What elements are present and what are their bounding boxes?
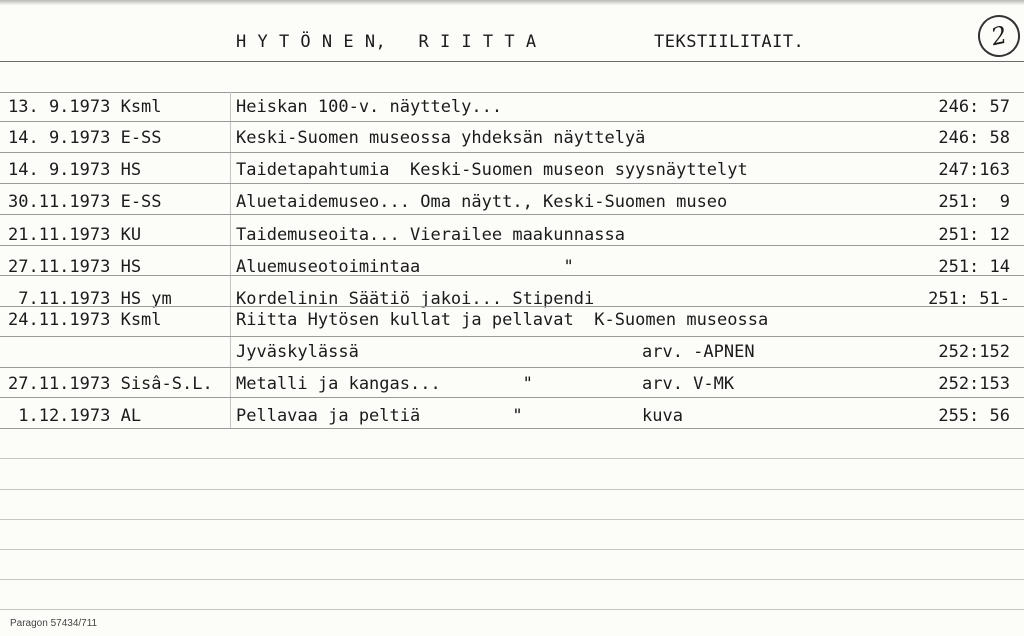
ruled-line-empty <box>0 549 1024 550</box>
ruled-line <box>0 152 1024 153</box>
entry-reference: 251: 51- <box>928 289 1010 309</box>
entry-date-source: 27.11.1973 Sisâ-S.L. <box>8 374 213 394</box>
entry-title: Metalli ja kangas... " <box>236 374 533 394</box>
entry-title: Taidemuseoita... Vierailee maakunnassa <box>236 225 625 245</box>
entry-reference: 251: 9 <box>938 192 1010 212</box>
entry-reference: 255: 56 <box>938 406 1010 426</box>
entry-reference: 252:153 <box>938 374 1010 394</box>
person-name: H Y T Ö N E N, R I I T T A <box>236 32 537 52</box>
entry-note: kuva <box>642 406 683 426</box>
ruled-line-empty <box>0 489 1024 490</box>
entry-reference: 251: 14 <box>938 257 1010 277</box>
entry-date-source: 1.12.1973 AL <box>8 406 142 426</box>
ruled-line <box>0 245 1024 246</box>
entry-date-source: 30.11.1973 E-SS <box>8 192 162 212</box>
ruled-line <box>0 121 1024 122</box>
ruled-line <box>0 428 1024 429</box>
entry-date-source: 13. 9.1973 Ksml <box>8 97 162 117</box>
ruled-line <box>0 214 1024 215</box>
card-number-stamp: 2 <box>974 11 1024 61</box>
entry-title: Pellavaa ja peltiä " <box>236 406 523 426</box>
entry-title: Taidetapahtumia Keski-Suomen museon syysnäyttelyt <box>236 160 748 180</box>
entry-title: Kordelinin Säätiö jakoi... Stipendi <box>236 289 595 309</box>
category-label: TEKSTIILITAIT. <box>654 32 805 52</box>
header-rule <box>0 61 1024 62</box>
entry-date-source: 24.11.1973 Ksml <box>8 310 162 330</box>
entry-date-source: 21.11.1973 KU <box>8 225 142 245</box>
ruled-line-empty <box>0 458 1024 459</box>
entry-date-source: 14. 9.1973 HS <box>8 160 142 180</box>
ruled-line <box>0 306 1024 307</box>
entry-title: Aluetaidemuseo... Oma näytt., Keski-Suomen museo <box>236 192 728 212</box>
ruled-line <box>0 397 1024 398</box>
entry-reference: 246: 58 <box>938 128 1010 148</box>
card-top-edge <box>0 0 1024 5</box>
entry-date-source: 14. 9.1973 E-SS <box>8 128 162 148</box>
column-divider <box>230 92 231 428</box>
entry-title: Keski-Suomen museossa yhdeksän näyttelyä <box>236 128 646 148</box>
ruled-line-empty <box>0 519 1024 520</box>
printer-imprint: Paragon 57434/711 <box>10 618 98 629</box>
ruled-line <box>0 275 1024 276</box>
entry-title: Aluemuseotoimintaa " <box>236 257 574 277</box>
entry-reference: 251: 12 <box>938 225 1010 245</box>
ruled-line-empty <box>0 609 1024 610</box>
entry-date-source: 27.11.1973 HS <box>8 257 142 277</box>
entry-reference: 252:152 <box>938 342 1010 362</box>
ruled-line <box>0 183 1024 184</box>
entry-note: arv. V-MK <box>642 374 735 394</box>
entry-title: Heiskan 100-v. näyttely... <box>236 97 503 117</box>
entry-date-source: 7.11.1973 HS ym <box>8 289 172 309</box>
entry-reference: 246: 57 <box>938 97 1010 117</box>
entry-title: Riitta Hytösen kullat ja pellavat K-Suomen museossa <box>236 310 769 330</box>
entry-note: arv. -APNEN <box>642 342 755 362</box>
ruled-line-empty <box>0 579 1024 580</box>
ruled-line <box>0 336 1024 337</box>
entry-title: Jyväskylässä <box>236 342 359 362</box>
ruled-line <box>0 367 1024 368</box>
entry-reference: 247:163 <box>938 160 1010 180</box>
ruled-line <box>0 92 1024 93</box>
